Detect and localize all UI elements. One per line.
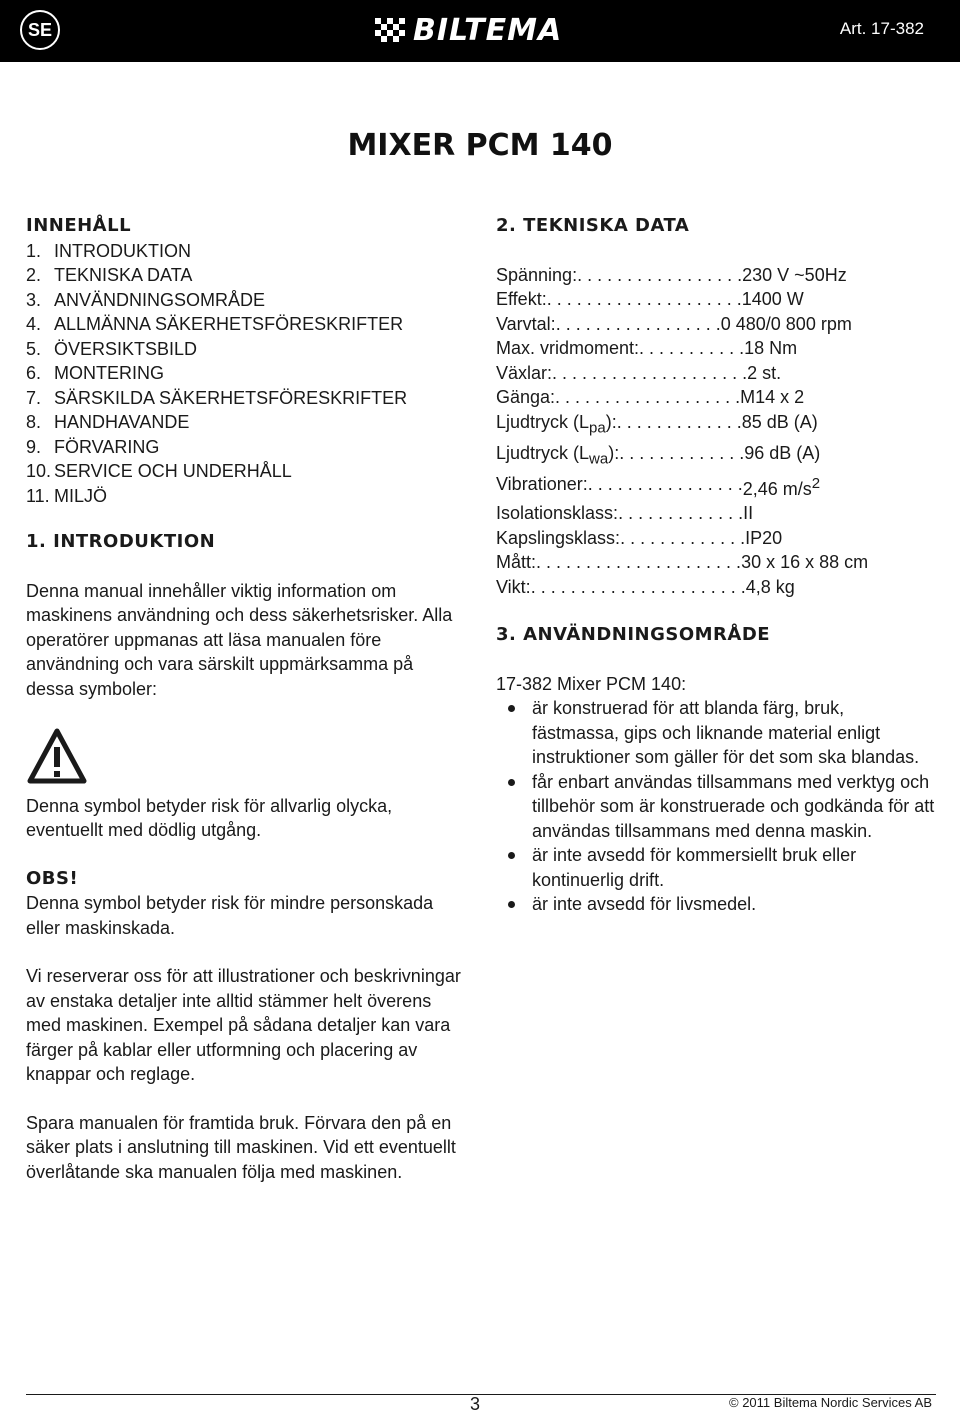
- spec-label: Växlar:: [496, 362, 553, 383]
- right-column: [496, 214, 936, 917]
- toc-item: [26, 288, 466, 313]
- usage-heading: 3. ANVÄNDNINGSOMRÅDE: [496, 624, 771, 646]
- spec-label-subscript: wa: [589, 450, 609, 468]
- toc-label: MILJÖ: [54, 485, 108, 506]
- toc-item: [26, 484, 466, 509]
- spec-row: [496, 263, 936, 288]
- obs-label: OBS!: [26, 867, 79, 889]
- toc-item: [26, 312, 466, 337]
- spec-row: [496, 441, 936, 472]
- spec-value-text: 2,46 m/s: [742, 478, 812, 499]
- header-bar: [0, 0, 960, 62]
- toc-item: [26, 386, 466, 411]
- spec-leader: . . . . . . . . . . . . . . . . . . . . .: [536, 552, 742, 573]
- toc-number: 1.: [26, 240, 42, 261]
- spec-leader: . . . . . . . . . . . . . . . . . . . . . .: [530, 576, 746, 597]
- toc-label: ALLMÄNNA SÄKERHETSFÖRESKRIFTER: [54, 314, 404, 334]
- warning-triangle-icon: [26, 725, 88, 787]
- spec-leader: . . . . . . . . . . . . .: [616, 411, 742, 432]
- document-title: MIXER PCM 140: [347, 128, 613, 163]
- toc-label: ÖVERSIKTSBILD: [54, 338, 198, 359]
- spec-value: 230 V ~50Hz: [742, 264, 847, 285]
- spec-leader: . . . . . . . . . . . . . . . . .: [577, 264, 743, 285]
- biltema-logo: [375, 12, 562, 48]
- spec-value: 30 x 16 x 88 cm: [741, 552, 869, 573]
- save-manual-paragraph: Spara manualen för framtida bruk. Förvara den på en säker plats i anslutning till maskinen. Vid ett eventuellt överlåtande ska manualen följa med maskinen.: [26, 1112, 456, 1182]
- spec-row: [496, 361, 936, 386]
- spec-leader: . . . . . . . . . . . . . . . .: [587, 473, 743, 494]
- spec-label: Mått:: [496, 552, 537, 573]
- spec-value: 18 Nm: [744, 338, 798, 358]
- toc-item: [26, 239, 466, 264]
- list-item: är inte avsedd för livsmedel.: [496, 892, 936, 917]
- toc-item: [26, 410, 466, 435]
- spec-label-text: Ljudtryck (L: [496, 442, 590, 463]
- table-of-contents: [26, 239, 466, 509]
- spec-value-superscript: 2: [811, 474, 821, 492]
- spec-label: Vikt:: [496, 576, 531, 597]
- toc-number: 5.: [26, 338, 42, 359]
- checkered-flag-icon: [375, 18, 405, 42]
- spec-value: 85 dB (A): [741, 411, 818, 432]
- spec-label: Isolationsklass:: [496, 503, 619, 524]
- toc-number: 6.: [26, 363, 42, 383]
- spec-leader: . . . . . . . . . . . . . . . . . . .: [555, 387, 741, 407]
- spec-row: [496, 526, 936, 551]
- spec-leader: . . . . . . . . . . . . .: [619, 442, 745, 463]
- spec-leader: . . . . . . . . . . . . . . . . . . . .: [552, 362, 748, 383]
- spec-label: Effekt:: [496, 289, 547, 309]
- spec-row: [496, 336, 936, 361]
- spec-row: [496, 312, 936, 337]
- spec-value: 1400 W: [741, 289, 804, 309]
- toc-number: 10.: [26, 461, 52, 481]
- spec-row: [496, 287, 936, 312]
- toc-label: MONTERING: [54, 363, 164, 383]
- toc-number: 8.: [26, 412, 42, 432]
- toc-label: TEKNISKA DATA: [54, 265, 193, 285]
- copyright: © 2011 Biltema Nordic Services AB: [729, 1395, 932, 1410]
- spec-label-text: Ljudtryck (L: [496, 411, 590, 432]
- spec-label: Gänga:: [496, 387, 556, 407]
- spec-label: [496, 410, 617, 441]
- language-badge: SE: [20, 10, 60, 50]
- spec-list: [496, 263, 936, 600]
- usage-list: [496, 696, 936, 917]
- list-item: får enbart användas tillsammans med verktyg och tillbehör som är konstruerade och godkända för att användas tillsammans med denna maskin.: [496, 770, 936, 844]
- spec-row: [496, 385, 936, 410]
- spec-label: Varvtal:: [496, 313, 556, 334]
- spec-label-end: ):: [608, 442, 620, 463]
- toc-heading: INNEHÅLL: [26, 215, 132, 236]
- spec-leader: . . . . . . . . . . . . . . . . . . . .: [546, 289, 742, 309]
- list-item: är konstruerad för att blanda färg, bruk, fästmassa, gips och liknande material enligt instruktioner som gäller för det som ska blandas.: [496, 696, 936, 770]
- reservation-paragraph: Vi reserverar oss för att illustrationer och beskrivningar av enstaka detaljer inte alltid stämmer helt överens med maskinen. Exempel på sådana detaljer kan vara färger på kablar eller utformning och placering av knappar och reglage.: [26, 966, 461, 1084]
- toc-label: FÖRVARING: [54, 436, 160, 457]
- toc-item: [26, 435, 466, 460]
- usage-intro: 17-382 Mixer PCM 140:: [496, 673, 687, 694]
- spec-leader: . . . . . . . . . . . . .: [618, 503, 744, 524]
- spec-value: 4,8 kg: [745, 576, 795, 597]
- spec-leader: . . . . . . . . . . . . .: [620, 527, 746, 548]
- toc-number: 9.: [26, 436, 42, 457]
- spec-row: [496, 410, 936, 441]
- toc-item: [26, 337, 466, 362]
- spec-leader: . . . . . . . . . . .: [639, 338, 745, 358]
- toc-number: 3.: [26, 289, 42, 310]
- spec-row: [496, 550, 936, 575]
- spec-label: Kapslingsklass:: [496, 527, 621, 548]
- spec-label-end: ):: [605, 411, 617, 432]
- spec-value: 2 st.: [747, 362, 782, 383]
- toc-item: [26, 361, 466, 386]
- article-number: Art. 17-382: [839, 19, 924, 38]
- intro-paragraph: Denna manual innehåller viktig information om maskinens användning och dess säkerhetsrisker. Alla operatörer uppmanas att läsa manualen före användning och vara särskilt uppmärksamma på dessa symboler:: [26, 580, 453, 699]
- warning-description: Denna symbol betyder risk för allvarlig olycka, eventuellt med dödlig utgång.: [26, 795, 393, 840]
- tech-heading: 2. TEKNISKA DATA: [496, 215, 690, 236]
- spec-leader: . . . . . . . . . . . . . . . . .: [555, 313, 721, 334]
- spec-value: IP20: [745, 527, 783, 548]
- spec-row: [496, 575, 936, 600]
- toc-item: [26, 263, 466, 288]
- left-column: [26, 214, 466, 1184]
- spec-label: [496, 441, 619, 472]
- spec-value: [743, 472, 820, 502]
- spec-row: [496, 472, 936, 502]
- toc-label: SERVICE OCH UNDERHÅLL: [54, 461, 292, 481]
- page-number: 3: [470, 1394, 481, 1414]
- spec-value: 0 480/0 800 rpm: [720, 313, 852, 334]
- spec-label: Max. vridmoment:: [496, 338, 640, 358]
- toc-number: 4.: [26, 314, 42, 334]
- list-item: är inte avsedd för kommersiellt bruk eller kontinuerlig drift.: [496, 843, 936, 892]
- spec-label: Vibrationer:: [496, 473, 588, 494]
- spec-value: II: [743, 503, 754, 524]
- toc-number: 2.: [26, 265, 42, 285]
- intro-heading: 1. INTRODUKTION: [26, 531, 216, 552]
- obs-description: Denna symbol betyder risk för mindre personskada eller maskinskada.: [26, 893, 434, 938]
- spec-label: Spänning:: [496, 264, 578, 285]
- toc-label: HANDHAVANDE: [54, 412, 190, 432]
- spec-value: 96 dB (A): [744, 442, 821, 463]
- toc-label: ANVÄNDNINGSOMRÅDE: [54, 289, 266, 310]
- spec-value: M14 x 2: [740, 387, 805, 407]
- spec-row: [496, 501, 936, 526]
- spec-label-subscript: pa: [589, 419, 606, 437]
- toc-number: 11.: [26, 485, 50, 506]
- toc-item: [26, 459, 466, 484]
- toc-number: 7.: [26, 387, 42, 408]
- toc-label: SÄRSKILDA SÄKERHETSFÖRESKRIFTER: [54, 387, 408, 408]
- toc-label: INTRODUKTION: [54, 240, 191, 261]
- brand-name: BILTEMA: [413, 12, 563, 48]
